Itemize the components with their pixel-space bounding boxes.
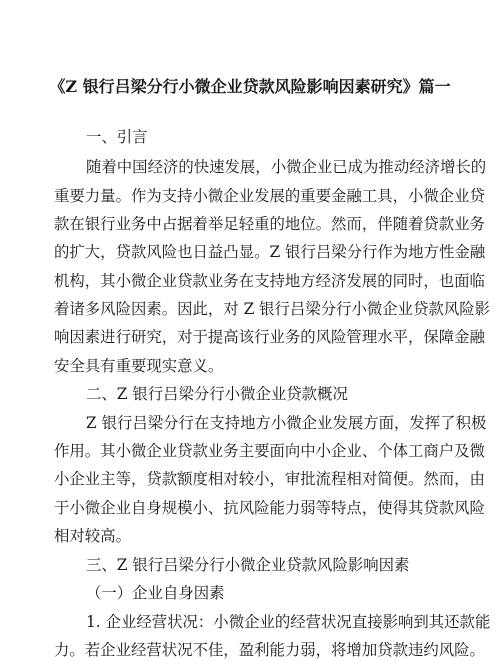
paragraph-line: 1. 企业经营状况：小微企业的经营状况直接影响到其还款能 bbox=[86, 613, 491, 631]
paragraph-line: 相对较高。 bbox=[54, 527, 131, 545]
paragraph-line: 机构，其小微企业贷款业务在支持地方经济发展的同时，也面临 bbox=[54, 272, 485, 290]
paragraph-line: 款在银行业务中占据着举足轻重的地位。然而，伴随着贷款业务 bbox=[54, 215, 485, 233]
paragraph-line: 于小微企业自身规模小、抗风险能力弱等特点，使得其贷款风险 bbox=[54, 499, 485, 517]
paragraph-line: 的扩大，贷款风险也日益凸显。Z 银行吕梁分行作为地方性金融 bbox=[54, 243, 486, 261]
document-title: 《Z 银行吕梁分行小微企业贷款风险影响因素研究》篇一 bbox=[49, 77, 451, 96]
section-heading-introduction: 一、引言 bbox=[86, 128, 148, 146]
paragraph-line: 安全具有重要现实意义。 bbox=[54, 357, 224, 375]
paragraph-line: 着诸多风险因素。因此，对 Z 银行吕梁分行小微企业贷款风险影 bbox=[54, 300, 491, 318]
paragraph-line: Z 银行吕梁分行在支持地方小微企业发展方面，发挥了积极 bbox=[86, 414, 487, 432]
paragraph-line: 力。若企业经营状况不佳，盈利能力弱，将增加贷款违约风险。 bbox=[54, 641, 485, 659]
section-heading-overview: 二、Z 银行吕梁分行小微企业贷款概况 bbox=[86, 385, 348, 403]
paragraph-line: 小企业主等，贷款额度相对较小，审批流程相对简便。然而，由 bbox=[54, 470, 485, 488]
paragraph-line: 随着中国经济的快速发展，小微企业已成为推动经济增长的 bbox=[86, 158, 487, 176]
paragraph-line: 作用。其小微企业贷款业务主要面向中小企业、个体工商户及微 bbox=[54, 442, 485, 460]
paragraph-line: 重要力量。作为支持小微企业发展的重要金融工具，小微企业贷 bbox=[54, 187, 485, 205]
section-heading-risk-factors: 三、Z 银行吕梁分行小微企业贷款风险影响因素 bbox=[86, 556, 410, 574]
paragraph-line: 响因素进行研究，对于提高该行业务的风险管理水平，保障金融 bbox=[54, 328, 485, 346]
subsection-heading-enterprise-factors: （一）企业自身因素 bbox=[86, 584, 225, 602]
